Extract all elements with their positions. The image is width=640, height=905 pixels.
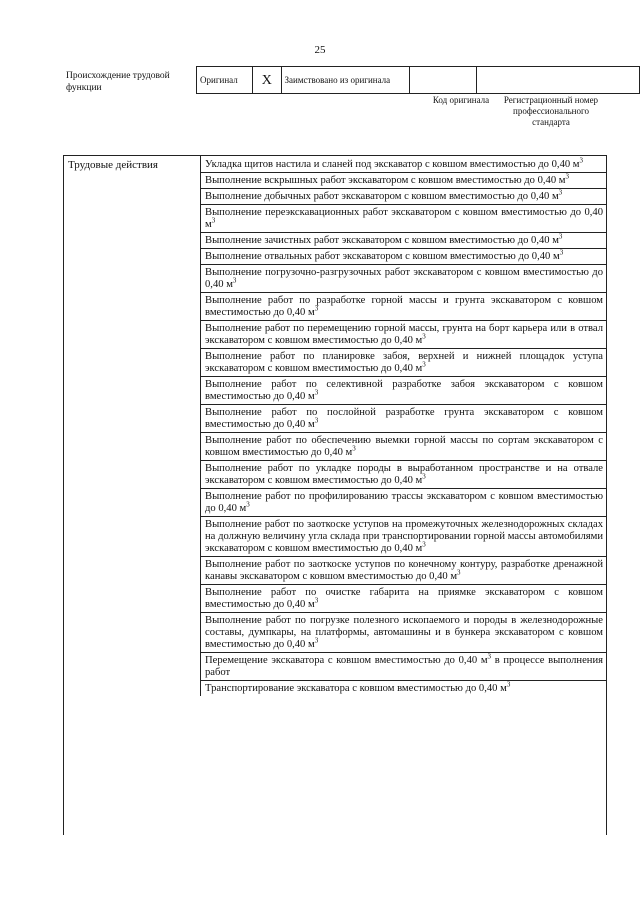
action-item: Выполнение работ по заоткоске уступов на промежуточных железнодорожных складах на должную величину угла склада при транспортировании горной массы автомобилями экскаватором с ковшом вместимостью до 0,40 $м^3$: [200, 517, 607, 557]
page-number: 25: [314, 44, 326, 56]
action-item: Перемещение экскаватора с ковшом вместимостью до 0,40 $м^3$ в процессе выполнения работ: [200, 653, 607, 681]
action-item: Выполнение работ по профилированию трассы экскаватором с ковшом вместимостью до 0,40 $м^3$: [200, 489, 607, 517]
origin-label: Происхождение трудовой функции: [66, 71, 170, 93]
labor-actions-table: [63, 155, 607, 835]
action-item: Транспортирование экскаватора с ковшом вместимостью до 0,40 $м^3$: [200, 681, 607, 696]
action-item: Выполнение работ по обеспечению выемки горной массы по сортам экскаватором с ковшом вместимостью до 0,40 $м^3$: [200, 433, 607, 461]
action-item: Выполнение добычных работ экскаватором с ковшом вместимостью до 0,40 $м^3$: [200, 189, 607, 205]
original-mark: X: [253, 67, 281, 94]
code-original-label: Код оригинала: [432, 95, 490, 105]
action-item: Укладка щитов настила и сланей под экскаватор с ковшом вместимостью до 0,40 $м^3$: [200, 156, 607, 173]
action-item: Выполнение вскрышных работ экскаватором с ковшом вместимостью до 0,40 $м^3$: [200, 173, 607, 189]
action-item: Выполнение работ по послойной разработке грунта экскаватором с ковшом вместимостью до 0,40 $м^3$: [200, 405, 607, 433]
action-item: Выполнение работ по погрузке полезного ископаемого и породы в железнодорожные составы, думпкары, на платформы, автомашины и в бункера экскаватором с ковшом вместимостью до 0,40 $м^3$: [200, 613, 607, 653]
section-label: Трудовые действия: [68, 159, 158, 171]
origin-table: [196, 66, 640, 94]
actions-list: [200, 156, 607, 696]
reg-number-cell: [477, 67, 640, 94]
action-item: Выполнение работ по укладке породы в выработанном пространстве и на отвале экскаватором с ковшом вместимостью до 0,40 $м^3$: [200, 461, 607, 489]
reg-number-label: Регистрационный номер профессионального стандарта: [503, 95, 599, 127]
action-item: Выполнение зачистных работ экскаватором с ковшом вместимостью до 0,40 $м^3$: [200, 233, 607, 249]
action-item: Выполнение работ по очистке габарита на приямке экскаватором с ковшом вместимостью до 0,40 $м^3$: [200, 585, 607, 613]
action-item: Выполнение работ по перемещению горной массы, грунта на борт карьера или в отвал экскаватором с ковшом вместимостью до 0,40 $м^3$: [200, 321, 607, 349]
code-cell: [410, 67, 477, 94]
action-item: Выполнение переэкскавационных работ экскаватором с ковшом вместимостью до 0,40 $м^3$: [200, 205, 607, 233]
action-item: Выполнение работ по заоткоске уступов по конечному контуру, разработке дренажной канавы экскаватором с ковшом вместимостью до 0,40 $м^3$: [200, 557, 607, 585]
action-item: Выполнение работ по селективной разработке забоя экскаватором с ковшом вместимостью до 0,40 $м^3$: [200, 377, 607, 405]
action-item: Выполнение отвальных работ экскаватором с ковшом вместимостью до 0,40 $м^3$: [200, 249, 607, 265]
action-item: Выполнение работ по разработке горной массы и грунта экскаватором с ковшом вместимостью до 0,40 $м^3$: [200, 293, 607, 321]
action-item: Выполнение работ по планировке забоя, верхней и нижней площадок уступа экскаватором с ковшом вместимостью до 0,40 $м^3$: [200, 349, 607, 377]
original-label: Оригинал: [197, 67, 253, 94]
action-item: Выполнение погрузочно-разгрузочных работ экскаватором с ковшом вместимостью до 0,40 $м^3$: [200, 265, 607, 293]
borrowed-label: Заимствовано из оригинала: [281, 67, 410, 94]
